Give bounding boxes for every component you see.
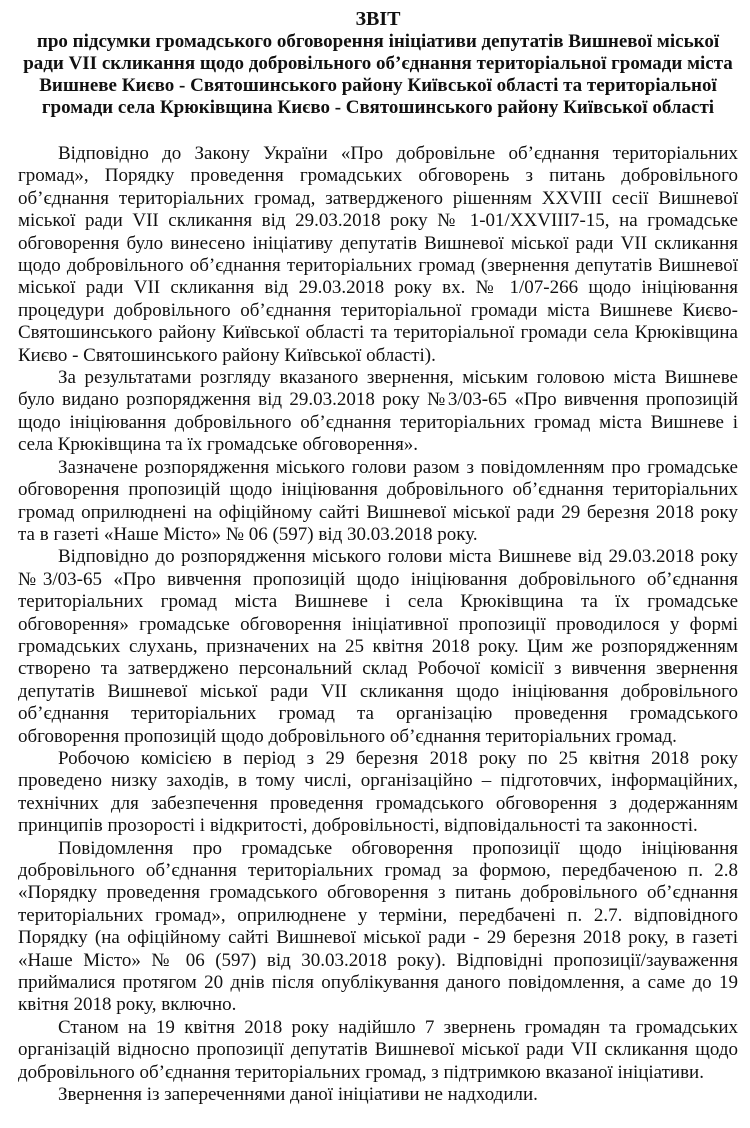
paragraph-legal-basis: Відповідно до Закону України «Про добровільне об’єднання територіальних громад», Порядку проведення громадських обговорень з питань добровільного об’єднання територіальних громад, затвердженого рішенням XXVIII сесії Вишневої міської ради VII скликання від 29.03.2018 року № 1-01/XXVIII7-15, на громадське обговорення було винесено ініціативу депутатів Вишневої міської ради VII скликання щодо добровільного об’єднання територіальних громад (звернення депутатів Вишневої міської ради VII скликання від 29.03.2018 року вх. № 1/07-266 щодо ініціювання процедури добровільного об’єднання територіальної громади міста Вишневе Києво- Святошинського району Київської області та територіальної громади села Крюківщина Києво - Святошинського району Київської області). (18, 143, 738, 366)
paragraph-notice: Повідомлення про громадське обговорення пропозиції щодо ініціювання добровільного об’єднання територіальних громад за формою, передбаченою п. 2.8 «Порядку проведення громадського обговорення з питань добровільного об’єднання територіальних громад», оприлюднене у терміни, передбачені п. 2.7. відповідного Порядку (на офіційному сайті Вишневої міської ради - 29 березня 2018 року, в газеті «Наше Місто» № 06 (597) від 30.03.2018 року). Відповідні пропозиції/зауваження приймалися протягом 20 днів після опублікування даного повідомлення, а саме до 19 квітня 2018 року, включно. (18, 837, 738, 1016)
paragraph-mayor-order: За результатами розгляду вказаного звернення, міським головою міста Вишневе було видано розпорядження від 29.03.2018 року №3/03-65 «Про вивчення пропозицій щодо ініціювання добровільного об’єднання територіальних громад міста Вишневе і села Крюківщина та їх громадське обговорення». (18, 367, 738, 456)
paragraph-hearings: Відповідно до розпорядження міського голови міста Вишневе від 29.03.2018 року №3/03-65 «Про вивчення пропозицій щодо ініціювання добровільного об’єднання територіальних громад міста Вишневе і села Крюківщина та їх громадське обговорення» громадське обговорення ініціативної пропозиції проводилося у формі громадських слухань, призначених на 25 квітня 2018 року. Цим же розпорядженням створено та затверджено персональний склад Робочої комісії з вивчення звернення депутатів Вишневої міської ради VII скликання щодо ініціювання добровільного об’єднання територіальних громад та організацію проведення громадського обговорення пропозицій щодо добровільного об’єднання територіальних громад. (18, 546, 738, 747)
report-heading (18, 8, 738, 119)
report-body (18, 143, 738, 1106)
paragraph-publication: Зазначене розпорядження міського голови разом з повідомленням про громадське обговорення пропозицій щодо ініціювання добровільного об’єднання територіальних громад оприлюднені на офіційному сайті Вишневої міської ради 29 березня 2018 року та в газеті «Наше Місто» № 06 (597) від 30.03.2018 року. (18, 456, 738, 545)
report-subtitle: про підсумки громадського обговорення ініціативи депутатів Вишневої міської ради VII скликання щодо добровільного об’єднання територіальної громади міста Вишневе Києво - Святошинського району Київської області та територіальної громади села Крюківщина Києво - Святошинського району Київської області (23, 31, 733, 118)
paragraph-appeals-received: Станом на 19 квітня 2018 року надійшло 7 звернень громадян та громадських організацій відносно пропозиції депутатів Вишневої міської ради VII скликання щодо добровільного об’єднання територіальних громад, з підтримкою вказаної ініціативи. (18, 1016, 738, 1083)
report-title: ЗВІТ (355, 8, 401, 30)
paragraph-commission-work: Робочою комісією в період з 29 березня 2018 року по 25 квітня 2018 року проведено низку заходів, в тому числі, організаційно – підготовчих, інформаційних, технічних для забезпечення проведення громадського обговорення з додержанням принципів прозорості і відкритості, добровільності, відповідальності та законності. (18, 747, 738, 837)
paragraph-no-objections: Звернення із запереченнями даної ініціативи не надходили. (58, 1084, 538, 1106)
